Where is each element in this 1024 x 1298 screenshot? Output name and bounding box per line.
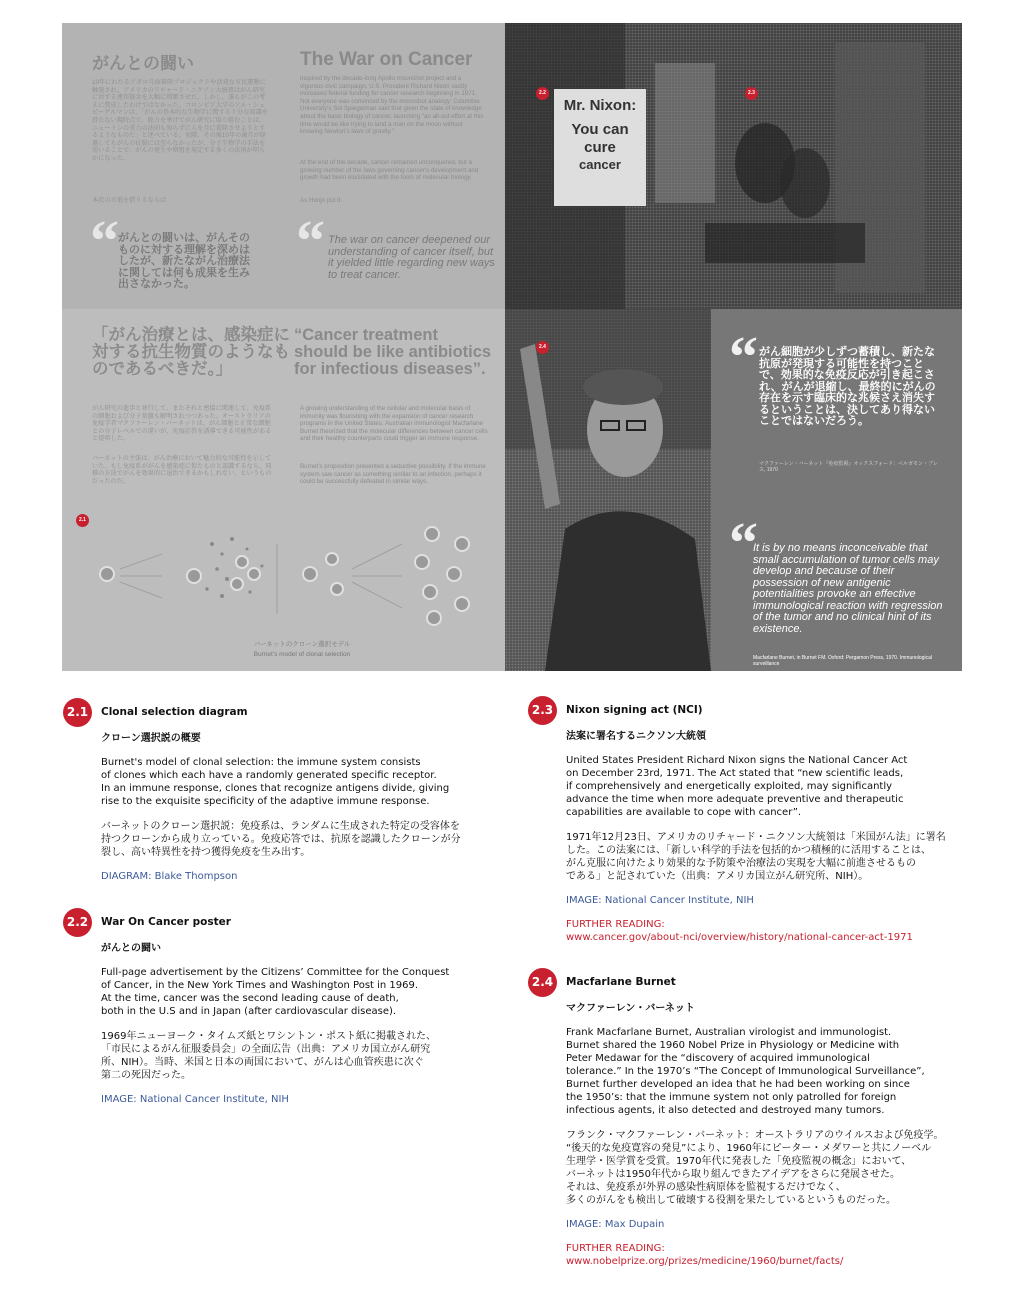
jp-lead: 本庶の言葉を借りるならば — [92, 197, 167, 204]
note-jp-title: マクファーレン・バーネット — [566, 1003, 695, 1014]
en-body-2: At the end of the decade, cancer remained unconquered, but a growing number of the laws governing cancer's development and growth had been elucidated with the tools of molecular biology. — [300, 159, 479, 182]
note-jp-text: バーネットのクローン選択説：免疫系は、ランダムに生成された特定の受容体を 持つクローンから成り立っている。免疫応答では、抗原を認識したクローンが分 裂し、高い特異性を持つ獲得免疫を生み出す。 — [101, 821, 461, 858]
quote-mark-icon: “ — [729, 324, 758, 389]
note-jp-title: がんとの闘い — [101, 943, 161, 954]
jp-body-4: バーネットの主張は、がん治療において魅力的な可能性を示していた。もし免疫系ががんを感染症に似たものと認識するなら、同様の方法でがんを効果的に退治できるかもしれない、というものだったのだ。 — [92, 455, 272, 485]
note-en-text: United States President Richard Nixon signs the National Cancer Act on December 23rd, 1971. The Act stated that “new scientific leads, if comprehensively and energetically exploited, may significantly advance the time when more adequate preventive and therapeutic capabilities are available to cope with cancer”. — [566, 755, 908, 818]
note-2-4 — [531, 975, 966, 1268]
quote-mark-icon: “ — [90, 208, 119, 273]
note-further-reading — [566, 918, 966, 944]
note-jp-text: 1971年12月23日、アメリカのリチャード・ニクソン大統領は「米国がん法」に署名 した。この法案には、「新しい科学的手法を包括的かつ積極的に活用することは、 がん克服に向けたより効果的な予防策や治療法の実現を大幅に前進させるもの である」と記されていた（出典：アメリカ国立がん研究所、NIH）。 — [566, 832, 946, 882]
ref-dot-2-1: 2.1 — [76, 514, 89, 527]
magazine-spread — [62, 23, 962, 671]
en-body-4: Burnet's proposition presented a seductive possibility. If the immune system saw cancer as something similar to an infection, perhaps it could be successfully defeated in similar ways. — [300, 463, 486, 486]
burnet-source-jp: マクファーレン・バーネット『免疫監視』オックスフォード：ペルガモン・プレス, 1970 — [759, 461, 938, 473]
note-further-reading — [566, 1242, 966, 1268]
note-2-2 — [66, 915, 461, 1105]
burnet-text-panel — [62, 309, 505, 671]
note-title: Macfarlane Burnet — [566, 976, 676, 988]
note-credit: IMAGE: National Cancer Institute, NIH — [101, 1094, 289, 1105]
burnet-quote-panel — [711, 309, 962, 671]
en-bigquote: “Cancer treatment should be like antibiotics for infectious diseases”. — [294, 326, 492, 378]
jp-body: 10年にわたるアポロ月面着陸プロジェクトや活発な市民運動に触発され、アメリカのリチャード・ニクソン大統領はがん研究に対する連邦資金を大幅に増額させた。しかし、誰もがこの考えに賛成したわけではなかった。コロンビア大学のソル・シュピーゲルマンは、「がんの基本的な生物学に関する十分な知識を持たない現時点で、総力を挙げてがん研究に取り組むことは、ニュートンの重力の法則も知らずに人を月に着陸させようとするようなものだ」と述べている。実際、その後10年の歳月が経過してもがんの征服には至らなかったが、分子生物学の手法を用いることで、がんの発生や増殖を規定する多くの法則が明らかになった。 — [92, 79, 268, 162]
burnet-portrait-photo — [505, 309, 711, 671]
diagram-caption-jp: バーネットのクローン選択モデル — [253, 641, 351, 648]
note-title: War On Cancer poster — [101, 916, 231, 928]
note-badge: 2.2 — [63, 908, 92, 937]
clonal-selection-diagram — [82, 514, 482, 634]
jp-body-3: がん研究の進歩と並行して、またそれと密接に関連して、免疫系の細胞および分子基盤も解明されつつあった。オーストラリアの免疫学者マクファーレン・バーネットは、がん細胞と正常な細胞との分子レベルでの違いが、免疫応答を誘導できる可能性があると提唱した。 — [92, 405, 272, 443]
further-reading-link[interactable]: www.cancer.gov/about-nci/overview/history/national-cancer-act-1971 — [566, 932, 913, 943]
note-en-text: Burnet's model of clonal selection: the immune system consists of clones which each have a randomly generated specific receptor. In an immune response, clones that recognize antigens divide, giving rise to the exquisite specificity of the adaptive immune response. — [101, 757, 450, 807]
en-quote: The war on cancer deepened our understanding of cancer itself, but it yielded little regarding new ways to treat cancer. — [328, 234, 495, 281]
ref-dot-2-2: 2.2 — [536, 87, 549, 100]
jp-title: がんとの闘い — [92, 54, 194, 73]
note-2-3 — [531, 703, 966, 944]
note-jp-text: 1969年ニューヨーク・タイムズ紙とワシントン・ポスト紙に掲載された、 「市民によるがん征服委員会」の全面広告（出典：アメリカ国立がん研究 所、NIH）。当時、米国と日本の両国において、がんは心血管疾患に次ぐ 第二の死因だった。 — [101, 1031, 436, 1081]
burnet-quote-jp: がん細胞が少しずつ蓄積し、新たな抗原が発現する可能性を持つことで、効果的な免疫反応が引き起こされ、がんが退縮し、最終的にがんの存在を示す臨床的な兆候さえ消失するということは、決してあり得ないことではないだろう。 — [759, 346, 936, 427]
further-reading-label: FURTHER READING: — [566, 1243, 665, 1254]
note-badge: 2.1 — [63, 698, 92, 727]
quote-mark-icon: “ — [729, 510, 758, 575]
note-title: Clonal selection diagram — [101, 706, 248, 718]
burnet-source-en: Macfarlane Burnet, in Burnet FM. Oxford: Pergamon Press, 1970. Immunological surveillance — [753, 655, 932, 667]
note-badge: 2.4 — [528, 968, 557, 997]
note-credit: IMAGE: National Cancer Institute, NIH — [566, 895, 754, 906]
note-en-text: Full-page advertisement by the Citizens’ Committee for the Conquest of Cancer, in the New York Times and Washington Post in 1969. At the time, cancer was the second leading cause of death, both in the U.S and in Japan (after cardiovascular disease). — [101, 967, 450, 1017]
war-on-cancer-text-panel — [62, 23, 505, 309]
note-2-1 — [66, 705, 461, 882]
war-on-cancer-poster: Mr. Nixon: You can cure cancer — [554, 89, 646, 206]
note-title: Nixon signing act (NCI) — [566, 704, 703, 716]
note-jp-text: フランク・マクファーレン・バーネット：オーストラリアのウイルスおよび免疫学。 “後天的な免疫寛容の発見”により、1960年にピーター・メダワーと共にノーベル 生理学・医学賞を受賞。1970年代に発表した「免疫監視の概念」において、 バーネットは1950年代から取り組んできたアイデアをさらに発展させた。 それは、免疫系が外界の感染性病原体を監視するだけでなく、 多くのがんをも検出して破壊する役割を果たしているというものだった。 — [566, 1130, 944, 1206]
jp-bigquote: 「がん治療とは、感染症に対する抗生物質のようなものであるべきだ。」 — [92, 326, 290, 378]
note-jp-title: 法案に署名するニクソン大統領 — [566, 731, 706, 742]
ref-dot-2-4: 2.4 — [536, 341, 549, 354]
note-badge: 2.3 — [528, 696, 557, 725]
jp-quote: がんとの闘いは、がんそのものに対する理解を深めはしたが、新たながん治療法に関しては何も成果を生み出さなかった。 — [118, 232, 250, 290]
further-reading-link[interactable]: www.nobelprize.org/prizes/medicine/1960/burnet/facts/ — [566, 1256, 844, 1267]
ref-dot-2-3: 2.3 — [745, 87, 758, 100]
en-lead: As Honjo put it: — [300, 197, 342, 204]
burnet-quote-en: It is by no means inconceivable that small accumulation of tumor cells may develop and because of their possession of new antigenic potentialities provoke an effective immunological reaction with regression of the tumor and no clinical hint of its existence. — [753, 542, 943, 635]
diagram-caption-en: Burnet's model of clonal selection — [253, 651, 351, 658]
note-credit: IMAGE: Max Dupain — [566, 1219, 665, 1230]
note-jp-title: クローン選択説の概要 — [101, 733, 201, 744]
further-reading-label: FURTHER READING: — [566, 919, 665, 930]
en-body-3: A growing understanding of the cellular and molecular basis of immunity was flourishing with the expansion of cancer research programs in the United States. Australian immunologist Macfarlane Burnet theorized that the molecular differences between cancer cells and their healthy counterparts could trigger an immune response. — [300, 405, 488, 443]
note-credit: DIAGRAM: Blake Thompson — [101, 871, 238, 882]
quote-mark-icon: “ — [296, 208, 325, 273]
note-en-text: Frank Macfarlane Burnet, Australian virologist and immunologist. Burnet shared the 1960 Nobel Prize in Physiology or Medicine with Peter Medawar for the “discovery of acquired immunological tolerance.” In the 1970’s “The Concept of Immunological Surveillance”, Burnet further developed an idea that he had been working on since the 1950’s: that the immune system not only patrolled for foreign infectious agents, it also detected and destroyed many tumors. — [566, 1027, 925, 1116]
portrait-halftone-icon — [505, 309, 711, 671]
en-body: Inspired by the decade-long Apollo moonshot project and a vigorous civic campaign, U.S. President Richard Nixon vastly increased federal funding for cancer research beginning in 1971. Not everyone was convinced by the moonshot analogy: Columbia University's Sol Spiegelman said that given the state of knowledge about the basic biology of cancer, launching "an all-out effort at this time would be like trying to land a man on the moon without knowing Newton's laws of gravity." — [300, 75, 484, 136]
en-title: The War on Cancer — [300, 49, 473, 70]
